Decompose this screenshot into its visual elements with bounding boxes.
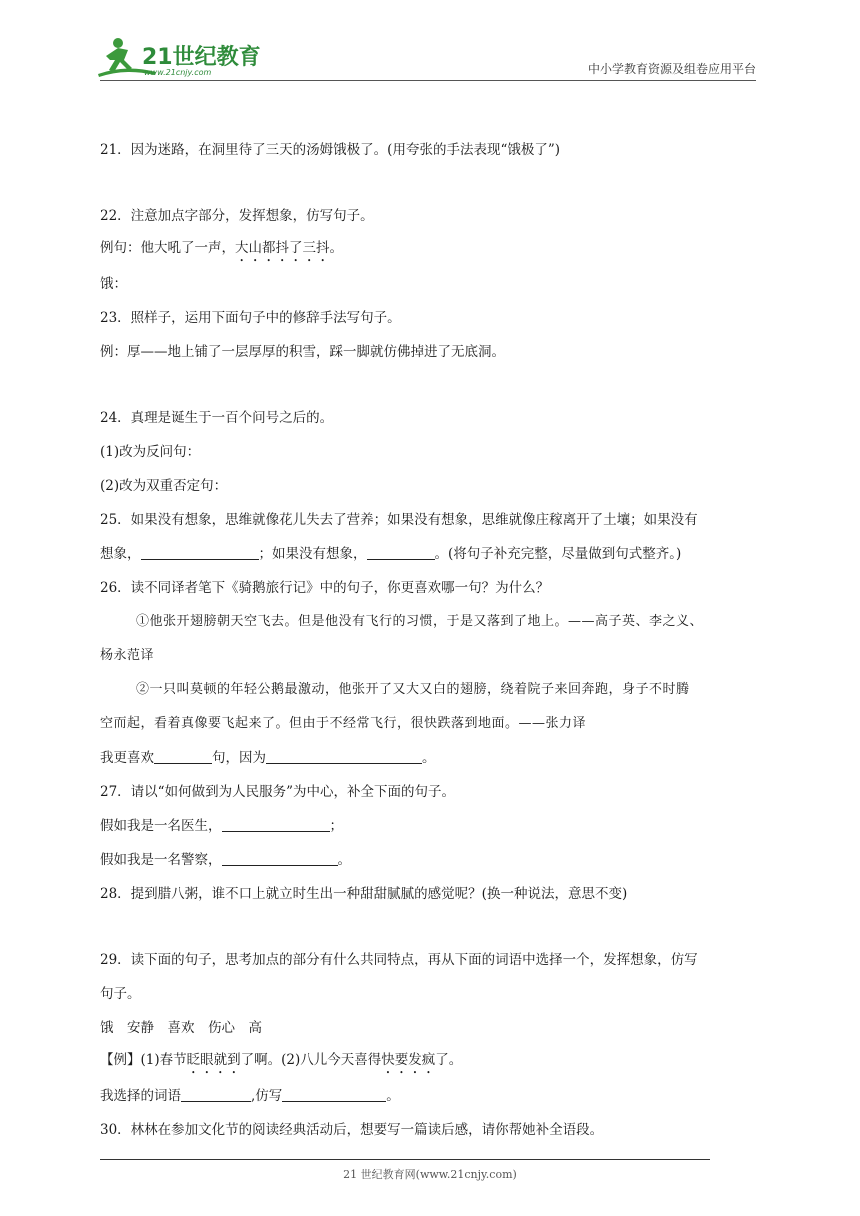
question-26-sentence-2: ②一只叫莫顿的年轻公鹅最激动，他张开了又大又白的翅膀，绕着院子来回奔跑，身子不时腾 xyxy=(136,682,690,697)
site-logo xyxy=(96,34,266,80)
logo-text: 21世纪教育 xyxy=(142,45,261,70)
question-25-line-2: 想象， ；如果没有想象， 。(将句子补充完整，尽量做到句式整齐。) xyxy=(100,546,682,562)
answer-blank[interactable] xyxy=(222,817,330,832)
question-26-sentence-2-cont: 空而起，看着真像要飞起来了。但由于不经常飞行，很快跌落到地面。——张力译 xyxy=(100,716,587,731)
question-29-line-1: 29．读下面的句子，思考加点的部分有什么共同特点，再从下面的词语中选择一个，发挥想象，仿写 xyxy=(100,952,698,968)
question-30: 30．林林在参加文化节的阅读经典活动后，想要写一篇读后感，请你帮她补全语段。 xyxy=(100,1122,604,1138)
footer-divider xyxy=(100,1159,710,1160)
question-27-line-1: 假如我是一名医生， ； xyxy=(100,818,343,834)
question-24-part-1: (1)改为反问句： xyxy=(100,444,201,460)
answer-blank[interactable] xyxy=(266,749,422,764)
question-29-answer: 我选择的词语 ,仿写 。 xyxy=(100,1088,400,1104)
question-27-line-2: 假如我是一名警察， 。 xyxy=(100,852,351,868)
page-footer: 21 世纪教育网(www.21cnjy.com) xyxy=(343,1168,517,1181)
answer-blank[interactable] xyxy=(181,1087,251,1102)
question-26-sentence-1: ①他张开翅膀朝天空飞去。但是他没有飞行的习惯，于是又落到了地上。——高子英、李之义、 xyxy=(136,614,704,629)
logo-url: www.21cnjy.com xyxy=(144,68,212,77)
question-23-title: 23．照样子，运用下面句子中的修辞手法写句子。 xyxy=(100,310,401,326)
page-header xyxy=(0,0,860,90)
question-26-sentence-1-cont: 杨永范译 xyxy=(100,648,155,663)
answer-blank[interactable] xyxy=(282,1087,386,1102)
question-29-words: 饿 安静 喜欢 伤心 高 xyxy=(100,1020,262,1036)
answer-blank[interactable] xyxy=(367,545,435,560)
question-27-title: 27．请以“如何做到为人民服务”为中心，补全下面的句子。 xyxy=(100,784,455,800)
header-divider xyxy=(100,80,756,81)
question-23-example: 例：厚——地上铺了一层厚厚的积雪，踩一脚就仿佛掉进了无底洞。 xyxy=(100,344,505,360)
answer-blank[interactable] xyxy=(222,851,338,866)
question-21: 21．因为迷路，在洞里待了三天的汤姆饿极了。(用夸张的手法表现“饿极了”) xyxy=(100,142,561,158)
question-28: 28．提到腊八粥，谁不口上就立时生出一种甜甜腻腻的感觉呢？(换一种说法，意思不变) xyxy=(100,886,628,902)
question-26-title: 26．读不同译者笔下《骑鹅旅行记》中的句子，你更喜欢哪一句？为什么？ xyxy=(100,580,550,596)
question-29-example: 【例】(1)春节眨眼就到了啊。(2)八儿今天喜得快要发疯了。 xyxy=(100,1052,463,1068)
question-26-answer: 我更喜欢 句，因为 。 xyxy=(100,750,436,766)
platform-label: 中小学教育资源及组卷应用平台 xyxy=(587,62,756,76)
question-24-title: 24．真理是诞生于一百个问号之后的。 xyxy=(100,410,334,426)
question-22-example: 例句：他大吼了一声，大山都抖了三抖。 xyxy=(100,240,343,256)
answer-blank[interactable] xyxy=(141,545,259,560)
question-29-line-2: 句子。 xyxy=(100,986,141,1002)
question-22-title: 22．注意加点字部分，发挥想象，仿写句子。 xyxy=(100,208,374,224)
answer-blank[interactable] xyxy=(154,749,212,764)
question-24-part-2: (2)改为双重否定句： xyxy=(100,478,228,494)
question-25-line-1: 25．如果没有想象，思维就像花儿失去了营养；如果没有想象，思维就像庄稼离开了土壤；如果没有 xyxy=(100,512,698,528)
question-22-prompt: 饿： xyxy=(100,276,127,292)
